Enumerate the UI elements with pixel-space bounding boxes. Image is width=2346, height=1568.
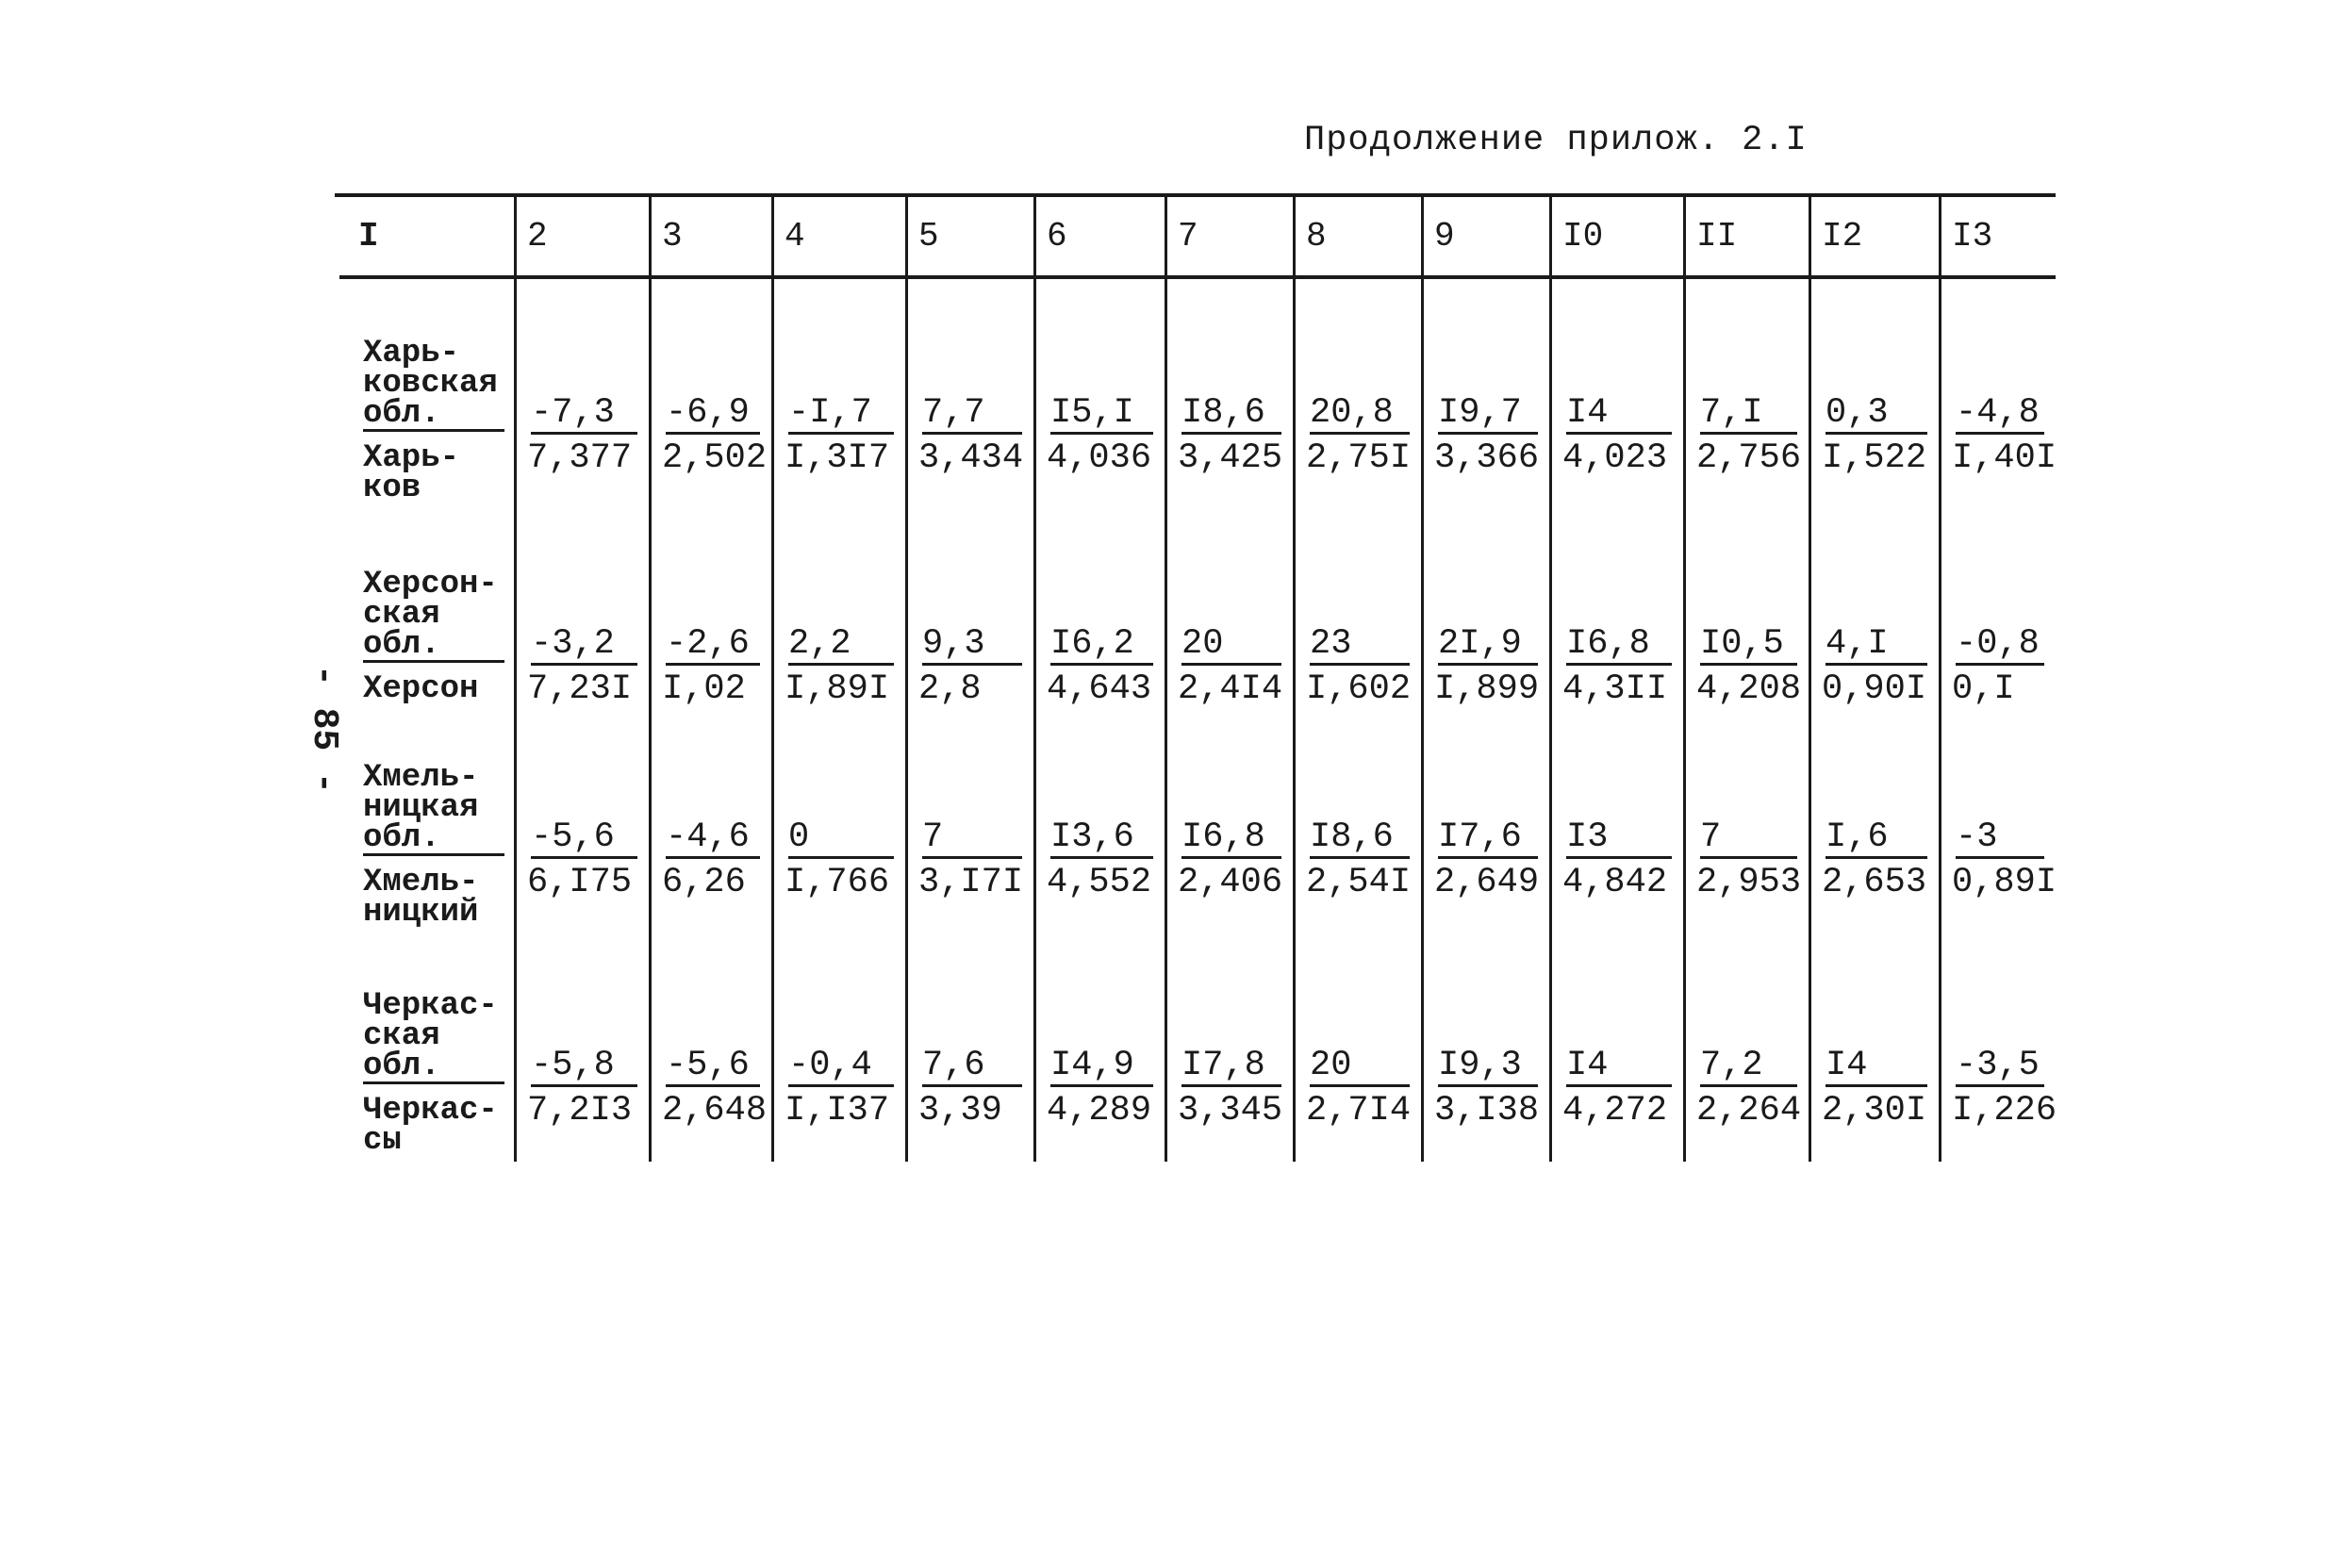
lower-value: 3,345 [1178, 1091, 1283, 1131]
lower-value: 2,75I [1306, 438, 1412, 478]
upper-value: -6,9 [666, 394, 760, 435]
upper-value: I5,I [1050, 394, 1153, 435]
lower-value: 3,I38 [1434, 1091, 1540, 1131]
lower-value: 3,425 [1178, 438, 1283, 478]
upper-value: 4,I [1826, 625, 1927, 666]
lower-value: 2,30I [1822, 1091, 1927, 1131]
upper-value: 7 [1700, 818, 1797, 859]
page-heading: Продолжение прилож. 2.I [1304, 121, 1808, 160]
upper-value: 23 [1310, 625, 1410, 666]
lower-value: 7,377 [527, 438, 633, 478]
column-header: 8 [1306, 217, 1327, 256]
city-name: Херсон [363, 671, 479, 707]
lower-value: 4,023 [1562, 438, 1668, 478]
region-name: Хмель- ницкая обл. [363, 763, 504, 856]
upper-value: 20 [1310, 1047, 1410, 1087]
lower-value: 2,648 [662, 1091, 768, 1131]
lower-value: 3,39 [918, 1091, 1002, 1131]
upper-value: -2,6 [666, 625, 760, 666]
upper-value: I9,7 [1438, 394, 1538, 435]
page-number: - 85 - [304, 665, 344, 794]
lower-value: I,899 [1434, 669, 1540, 709]
lower-value: 4,552 [1047, 863, 1152, 902]
upper-value: I7,8 [1181, 1047, 1281, 1087]
lower-value: 2,54I [1306, 863, 1412, 902]
upper-value: -3,5 [1956, 1047, 2044, 1087]
column-divider [1165, 195, 1167, 1162]
lower-value: 0,90I [1822, 669, 1927, 709]
upper-value: 7,7 [922, 394, 1022, 435]
upper-value: I7,6 [1438, 818, 1538, 859]
lower-value: 2,7I4 [1306, 1091, 1412, 1131]
upper-value: 7,6 [922, 1047, 1022, 1087]
column-divider [905, 195, 908, 1162]
header-bottom-rule [339, 275, 2056, 279]
lower-value: 2,756 [1696, 438, 1802, 478]
upper-value: I6,8 [1566, 625, 1672, 666]
column-header: 3 [662, 217, 683, 256]
column-divider [649, 195, 652, 1162]
lower-value: 2,8 [918, 669, 982, 709]
upper-value: -I,7 [788, 394, 894, 435]
upper-value: I,6 [1826, 818, 1927, 859]
lower-value: 3,434 [918, 438, 1024, 478]
lower-value: I,226 [1952, 1091, 2057, 1131]
upper-value: -0,8 [1956, 625, 2044, 666]
upper-value: 7,I [1700, 394, 1797, 435]
column-header: I0 [1562, 217, 1604, 256]
upper-value: 2I,9 [1438, 625, 1538, 666]
lower-value: 4,036 [1047, 438, 1152, 478]
upper-value: -0,4 [788, 1047, 894, 1087]
column-divider [1421, 195, 1424, 1162]
lower-value: I,40I [1952, 438, 2057, 478]
lower-value: I,602 [1306, 669, 1412, 709]
column-header: 9 [1434, 217, 1455, 256]
lower-value: 4,208 [1696, 669, 1802, 709]
upper-value: -5,6 [531, 818, 637, 859]
lower-value: 2,653 [1822, 863, 1927, 902]
column-header: 7 [1178, 217, 1198, 256]
lower-value: 2,649 [1434, 863, 1540, 902]
lower-value: 2,264 [1696, 1091, 1802, 1131]
lower-value: 7,2I3 [527, 1091, 633, 1131]
lower-value: 4,643 [1047, 669, 1152, 709]
upper-value: I9,3 [1438, 1047, 1538, 1087]
column-header: II [1696, 217, 1738, 256]
lower-value: 4,842 [1562, 863, 1668, 902]
upper-value: 2,2 [788, 625, 894, 666]
lower-value: 4,3II [1562, 669, 1668, 709]
region-name: Харь- ковская обл. [363, 338, 504, 432]
lower-value: 4,272 [1562, 1091, 1668, 1131]
lower-value: I,I37 [785, 1091, 890, 1131]
upper-value: 0,3 [1826, 394, 1927, 435]
column-header: 6 [1047, 217, 1067, 256]
lower-value: I,522 [1822, 438, 1927, 478]
upper-value: I3,6 [1050, 818, 1153, 859]
upper-value: I4 [1826, 1047, 1927, 1087]
table-top-rule [335, 193, 2056, 197]
column-divider [1939, 195, 1941, 1162]
city-name: Харь- ков [363, 440, 460, 506]
upper-value: 20,8 [1310, 394, 1410, 435]
lower-value: I,89I [785, 669, 890, 709]
upper-value: 7,2 [1700, 1047, 1797, 1087]
lower-value: I,02 [662, 669, 746, 709]
upper-value: -4,6 [666, 818, 760, 859]
upper-value: I4 [1566, 394, 1672, 435]
column-header: I [358, 217, 379, 256]
lower-value: 2,406 [1178, 863, 1283, 902]
upper-value: -3,2 [531, 625, 637, 666]
lower-value: 6,I75 [527, 863, 633, 902]
column-header: I2 [1822, 217, 1863, 256]
column-divider [771, 195, 774, 1162]
upper-value: I0,5 [1700, 625, 1797, 666]
lower-value: 0,I [1952, 669, 2015, 709]
column-divider [1683, 195, 1686, 1162]
lower-value: 6,26 [662, 863, 746, 902]
upper-value: I8,6 [1310, 818, 1410, 859]
upper-value: I3 [1566, 818, 1672, 859]
upper-value: I4 [1566, 1047, 1672, 1087]
upper-value: I4,9 [1050, 1047, 1153, 1087]
upper-value: 9,3 [922, 625, 1022, 666]
column-header: 4 [785, 217, 805, 256]
column-header: I3 [1952, 217, 1993, 256]
upper-value: 7 [922, 818, 1022, 859]
lower-value: 3,I7I [918, 863, 1024, 902]
upper-value: 20 [1181, 625, 1281, 666]
column-header: 5 [918, 217, 939, 256]
column-divider [514, 195, 517, 1162]
lower-value: 3,366 [1434, 438, 1540, 478]
column-divider [1549, 195, 1552, 1162]
lower-value: 2,4I4 [1178, 669, 1283, 709]
upper-value: I6,8 [1181, 818, 1281, 859]
lower-value: 4,289 [1047, 1091, 1152, 1131]
column-header: 2 [527, 217, 548, 256]
column-divider [1293, 195, 1296, 1162]
lower-value: I,766 [785, 863, 890, 902]
city-name: Хмель- ницкий [363, 865, 479, 931]
upper-value: -3 [1956, 818, 2044, 859]
column-divider [1033, 195, 1036, 1162]
region-name: Черкас- ская обл. [363, 991, 504, 1084]
lower-value: I,3I7 [785, 438, 890, 478]
lower-value: 7,23I [527, 669, 633, 709]
lower-value: 2,502 [662, 438, 768, 478]
region-name: Херсон- ская обл. [363, 569, 504, 663]
lower-value: 2,953 [1696, 863, 1802, 902]
upper-value: I8,6 [1181, 394, 1281, 435]
upper-value: I6,2 [1050, 625, 1153, 666]
upper-value: -7,3 [531, 394, 637, 435]
lower-value: 0,89I [1952, 863, 2057, 902]
upper-value: 0 [788, 818, 894, 859]
upper-value: -5,6 [666, 1047, 760, 1087]
city-name: Черкас- сы [363, 1093, 498, 1159]
column-divider [1809, 195, 1811, 1162]
upper-value: -5,8 [531, 1047, 637, 1087]
upper-value: -4,8 [1956, 394, 2044, 435]
